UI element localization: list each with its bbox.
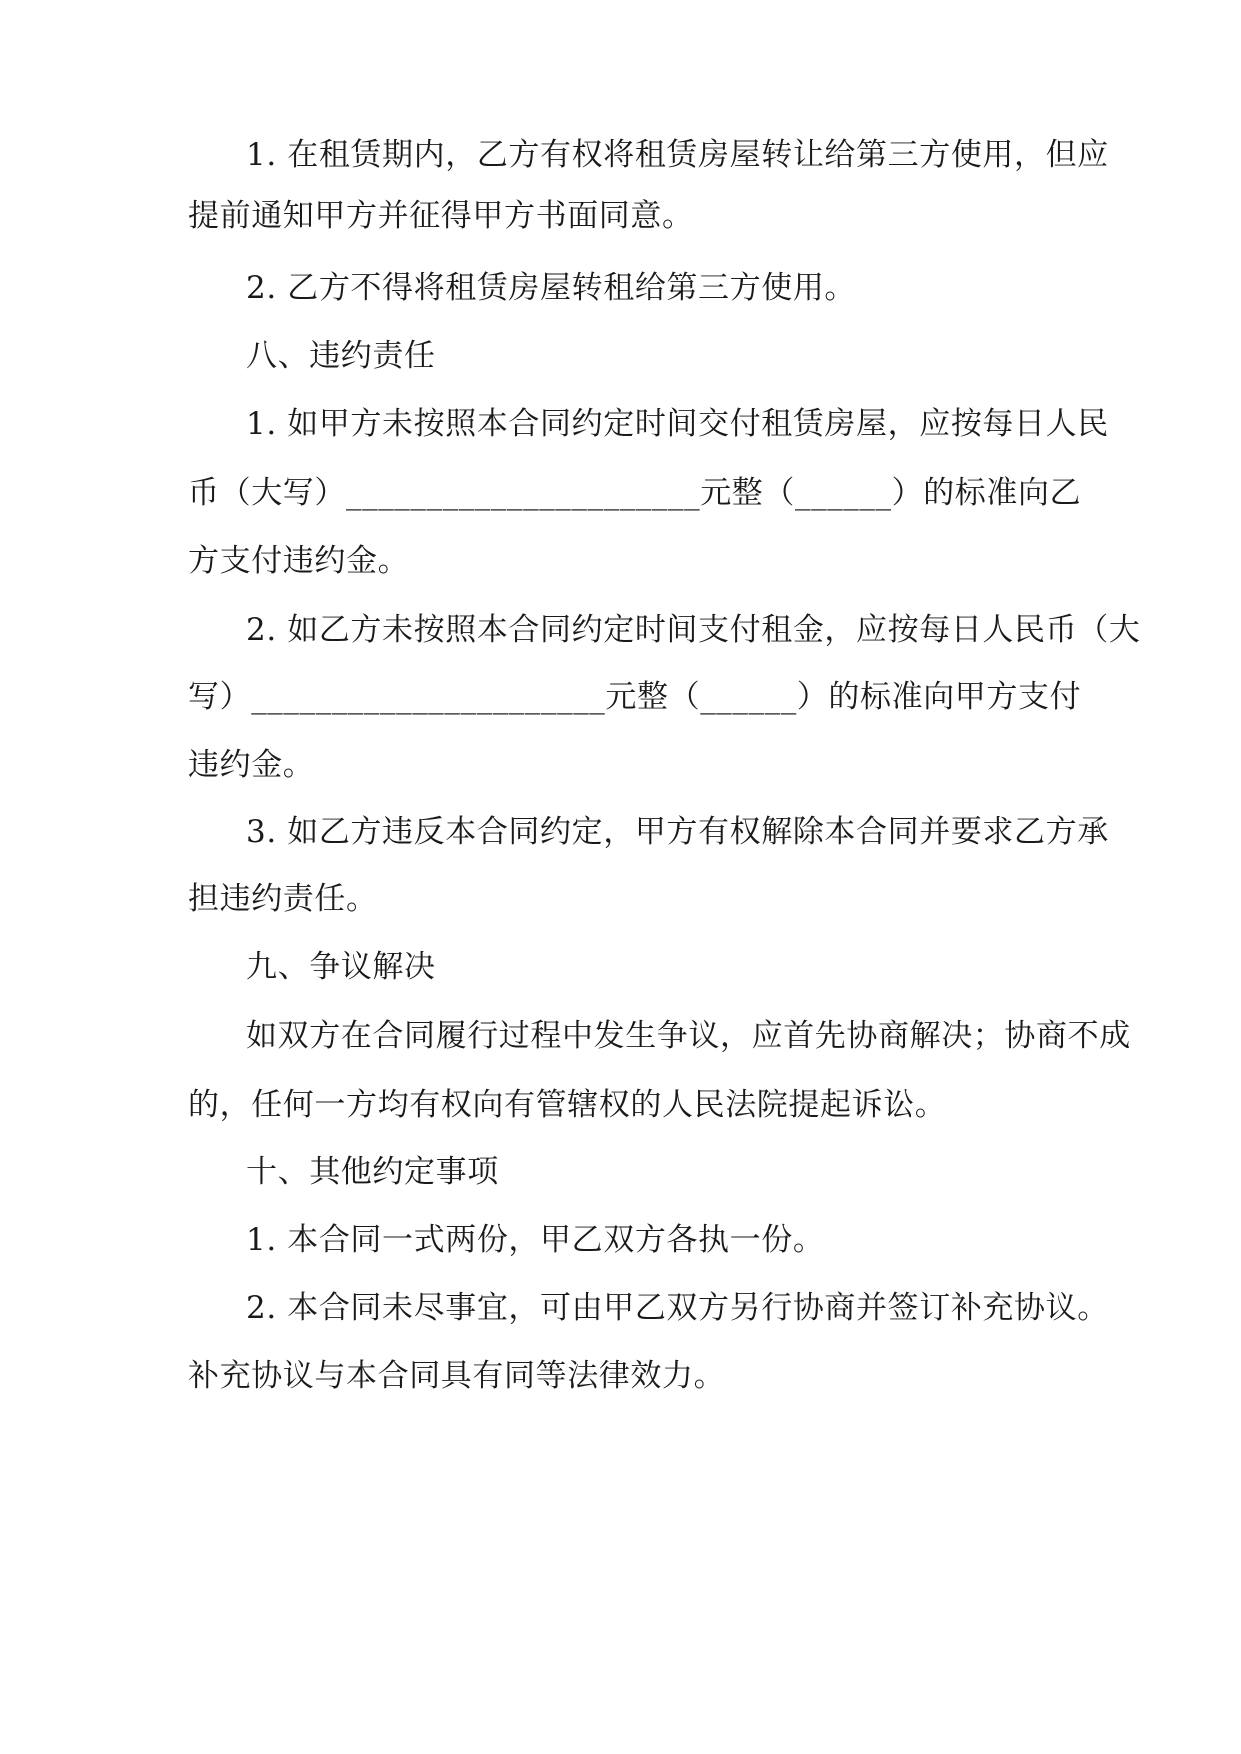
clause-10-2-line-1: 2. 本合同未尽事宜，可由甲乙双方另行协商并签订补充协议。 [246, 1290, 1109, 1326]
clause-8-3-line-2: 担违约责任。 [188, 881, 378, 917]
clause-10-1: 1. 本合同一式两份，甲乙双方各执一份。 [246, 1222, 825, 1258]
clause-8-1-line-2: 币（大写）______________________元整（______）的标准向乙 [188, 475, 1082, 511]
clause-8-1-line-1: 1. 如甲方未按照本合同约定时间交付租赁房屋，应按每日人民 [246, 406, 1109, 442]
section-8-heading: 八、违约责任 [246, 338, 436, 374]
clause-7-1-line-2: 提前通知甲方并征得甲方书面同意。 [188, 198, 694, 234]
section-10-heading: 十、其他约定事项 [246, 1154, 499, 1190]
clause-10-2-line-2: 补充协议与本合同具有同等法律效力。 [188, 1358, 726, 1394]
clause-8-2-line-3: 违约金。 [188, 747, 315, 783]
section-9-heading: 九、争议解决 [246, 949, 436, 985]
clause-8-1-line-3: 方支付违约金。 [188, 543, 410, 579]
section-9-text-line-1: 如双方在合同履行过程中发生争议，应首先协商解决；协商不成 [246, 1018, 1131, 1054]
clause-8-2-line-1: 2. 如乙方未按照本合同约定时间支付租金，应按每日人民币（大 [246, 612, 1141, 648]
clause-7-1-line-1: 1. 在租赁期内，乙方有权将租赁房屋转让给第三方使用，但应 [246, 137, 1109, 173]
section-9-text-line-2: 的，任何一方均有权向有管辖权的人民法院提起诉讼。 [188, 1087, 947, 1123]
clause-8-2-line-2: 写）______________________元整（______）的标准向甲方支付 [188, 679, 1082, 715]
clause-8-3-line-1: 3. 如乙方违反本合同约定，甲方有权解除本合同并要求乙方承 [246, 814, 1109, 850]
clause-7-2: 2. 乙方不得将租赁房屋转租给第三方使用。 [246, 270, 857, 306]
